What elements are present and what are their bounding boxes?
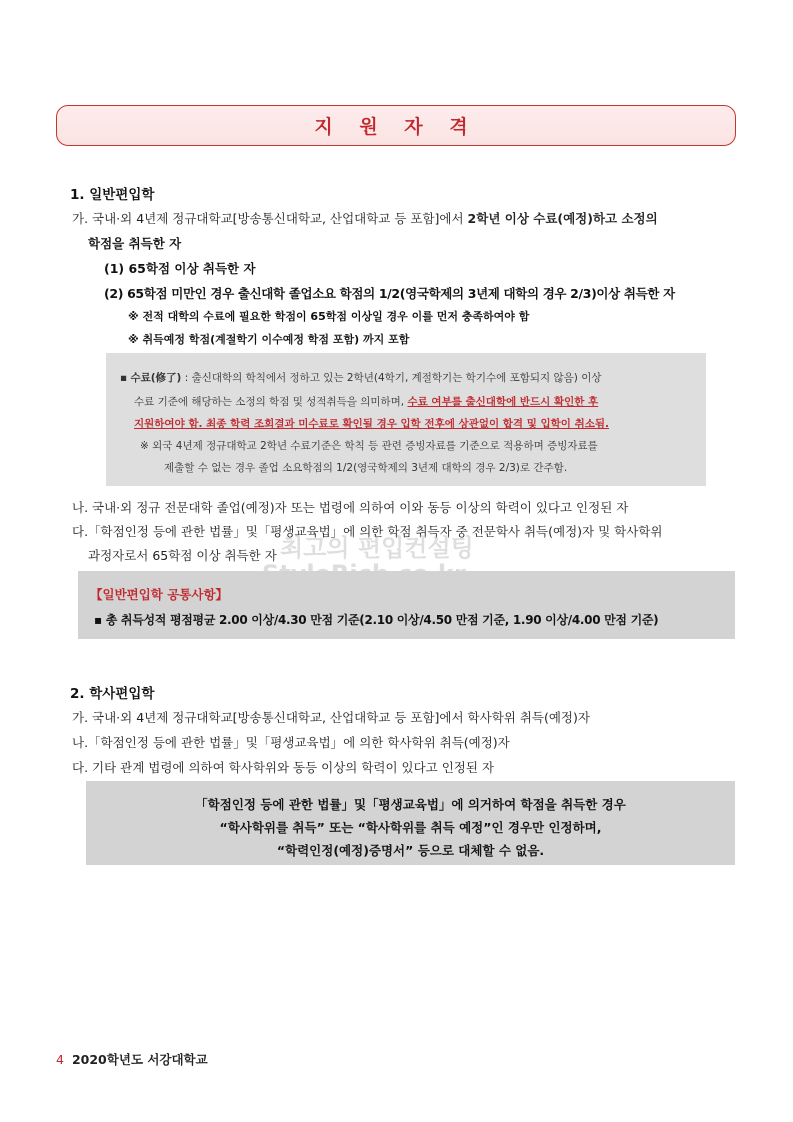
- section2-item-c: 다. 기타 관계 법령에 의하여 학사학위와 동등 이상의 학력이 있다고 인정된 자: [72, 760, 495, 775]
- page-footer: [56, 1050, 208, 1068]
- foreign-criteria-line1: ※ 외국 4년제 정규대학교 2학년 수료기준은 학칙 등 관련 증빙자료를 기준으로 적용하며 증빙자료를: [140, 440, 598, 452]
- completion-term: 수료(修了): [130, 372, 182, 384]
- degree-notice-line3: “학력인정(예정)증명서” 등으로 대체할 수 없음.: [276, 843, 545, 858]
- section1-item-c-line1: 다.「학점인정 등에 관한 법률」및「평생교육법」에 의한 학점 취득자 중 전문학사 취득(예정)자 및 학사학위: [72, 524, 663, 539]
- section1-item-c-line2: 과정자로서 65학점 이상 취득한 자: [88, 548, 277, 563]
- degree-notice-line1: 「학점인정 등에 관한 법률」및「평생교육법」에 의거하여 학점을 취득한 경우: [195, 797, 626, 812]
- section1-note-1: ※ 전적 대학의 수료에 필요한 학점이 65학점 이상일 경우 이를 먼저 충족하여야 함: [128, 310, 530, 323]
- section1-item-a-line1: [72, 209, 658, 227]
- footer-title: 2020학년도 서강대학교: [71, 1052, 208, 1067]
- bullet-icon: ▪: [120, 372, 128, 384]
- section-title: 지 원 자 격: [314, 116, 478, 138]
- bullet-icon: ▪: [94, 613, 102, 627]
- section1-item-a-bold: 2학년 이상 수료(예정)하고 소정의: [467, 211, 658, 226]
- section2-item-b: 나.「학점인정 등에 관한 법률」및「평생교육법」에 의한 학사학위 취득(예정)자: [72, 735, 510, 750]
- degree-notice-line2: “학사학위를 취득” 또는 “학사학위를 취득 예정”인 경우만 인정하며,: [219, 820, 602, 835]
- section1-subitem-1: (1) 65학점 이상 취득한 자: [104, 261, 256, 276]
- completion-definition-plain: 수료 기준에 해당하는 소정의 학점 및 성적취득을 의미하며,: [134, 396, 408, 408]
- common-requirements-line: [94, 611, 658, 628]
- section2-heading: 2. 학사편입학: [70, 686, 155, 702]
- completion-warning-part2: 지원하여야 함. 최종 학력 조회결과 미수료로 확인될 경우 입학 전후에 상관없이 합격 및 입학이 취소됨.: [134, 418, 610, 430]
- completion-definition-line3: [134, 416, 609, 431]
- completion-definition-line2: [134, 394, 598, 409]
- completion-definition-line1: [120, 370, 602, 385]
- completion-warning-part1: 수료 여부를 출신대학에 반드시 확인한 후: [407, 396, 599, 408]
- foreign-criteria-line2: 제출할 수 없는 경우 졸업 소요학점의 1/2(영국학제의 3년제 대학의 경우 2/3)로 간주함.: [164, 462, 568, 474]
- section-title-box: [56, 105, 736, 146]
- section1-item-b: 나. 국내·외 정규 전문대학 졸업(예정)자 또는 법령에 의하여 이와 동등 이상의 학력이 있다고 인정된 자: [72, 500, 629, 515]
- completion-definition-text: : 출신대학의 학칙에서 정하고 있는 2학년(4학기, 계절학기는 학기수에 포함되지 않음) 이상: [181, 372, 602, 384]
- watermark-text: 최고의 편입컨설팅: [280, 534, 474, 562]
- section1-item-a-text: 가. 국내·외 4년제 정규대학교[방송통신대학교, 산업대학교 등 포함]에서: [72, 211, 468, 226]
- section2-item-a: 가. 국내·외 4년제 정규대학교[방송통신대학교, 산업대학교 등 포함]에서 학사학위 취득(예정)자: [72, 710, 590, 725]
- gpa-requirement: 총 취득성적 평점평균 2.00 이상/4.30 만점 기준(2.10 이상/4.50 만점 기준, 1.90 이상/4.00 만점 기준): [105, 613, 659, 627]
- common-requirements-box: [78, 571, 735, 639]
- section1-note-2: ※ 취득예정 학점(계절학기 이수예정 학점 포함) 까지 포함: [128, 333, 410, 346]
- section1-item-a-line2: 학점을 취득한 자: [88, 236, 182, 251]
- section1-subitem-2: (2) 65학점 미만인 경우 출신대학 졸업소요 학점의 1/2(영국학제의 3년제 대학의 경우 2/3)이상 취득한 자: [104, 286, 675, 301]
- common-requirements-title: 【일반편입학 공통사항】: [90, 587, 229, 602]
- section1-heading: 1. 일반편입학: [70, 187, 155, 203]
- page-number: 4: [56, 1052, 64, 1067]
